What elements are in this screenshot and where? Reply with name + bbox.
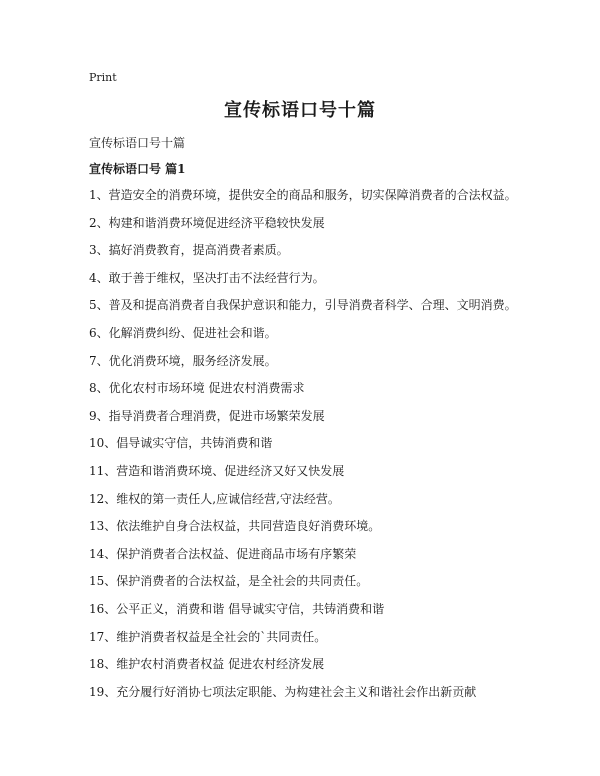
list-item: 13、依法维护自身合法权益，共同营造良好消费环境。 (89, 519, 381, 534)
list-item: 12、维权的第一责任人,应诚信经营,守法经营。 (89, 491, 340, 506)
print-link[interactable]: Print (89, 71, 117, 84)
list-item: 1、营造安全的消费环境，提供安全的商品和服务，切实保障消费者的合法权益。 (89, 188, 517, 202)
document-subtitle: 宣传标语口号十篇 (89, 136, 186, 150)
section-heading: 宣传标语口号 篇1 (89, 162, 186, 176)
slogan-list (89, 187, 559, 711)
list-item: 3、搞好消费教育，提高消费者素质。 (89, 243, 289, 258)
list-item: 14、保护消费者合法权益、促进商品市场有序繁荣 (89, 546, 357, 561)
list-item: 8、优化农村市场环境 促进农村消费需求 (89, 381, 305, 396)
list-item: 7、优化消费环境，服务经济发展。 (89, 353, 277, 368)
list-item: 11、营造和谐消费环境、促进经济又好又快发展 (89, 463, 345, 478)
list-item: 18、维护农村消费者权益 促进农村经济发展 (89, 657, 325, 672)
list-item: 2、构建和谐消费环境促进经济平稳较快发展 (89, 215, 325, 230)
list-item: 19、充分履行好消协七项法定职能、为构建社会主义和谐社会作出新贡献 (89, 684, 477, 699)
list-item: 17、维护消费者权益是全社会的`共同责任。 (89, 629, 327, 644)
list-item: 15、保护消费者的合法权益，是全社会的共同责任。 (89, 574, 369, 589)
list-item: 6、化解消费纠纷、促进社会和谐。 (89, 325, 277, 340)
document-title: 宣传标语口号十篇 (224, 100, 376, 121)
list-item: 10、倡导诚实守信，共铸消费和谐 (89, 436, 273, 451)
list-item: 16、公平正义，消费和谐 倡导诚实守信，共铸消费和谐 (89, 601, 385, 616)
list-item: 5、普及和提高消费者自我保护意识和能力，引导消费者科学、合理、文明消费。 (89, 298, 517, 313)
list-item: 4、敢于善于维权，坚决打击不法经营行为。 (89, 270, 325, 285)
list-item: 9、指导消费者合理消费，促进市场繁荣发展 (89, 408, 325, 423)
